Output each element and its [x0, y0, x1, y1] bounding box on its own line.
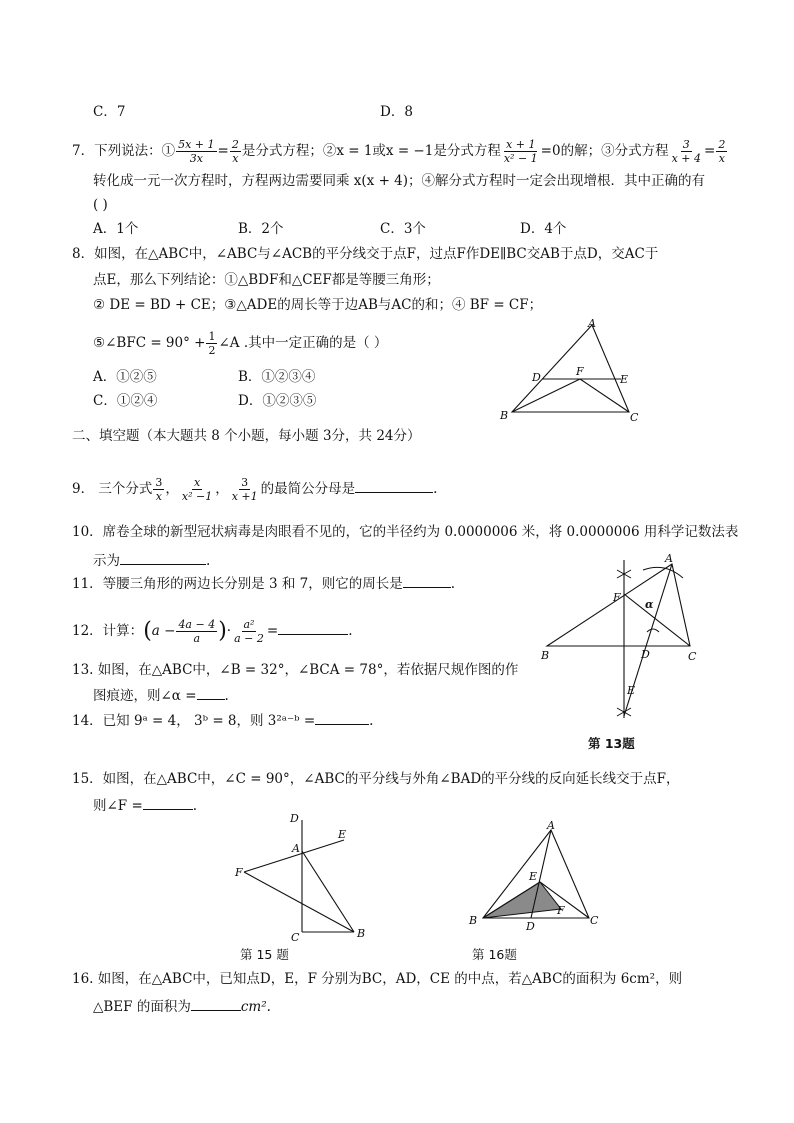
- q8-option-b: B．①②③④: [238, 369, 316, 385]
- label-c: C: [688, 650, 697, 663]
- q15-figure: [232, 808, 377, 942]
- label-c: C: [590, 914, 599, 927]
- label-alpha: α: [645, 598, 654, 611]
- q7-option-b: B．2个: [238, 221, 284, 237]
- answer-blank[interactable]: [278, 620, 348, 635]
- fraction: $\frac{4a - 4}{a}$: [178, 618, 216, 645]
- q8-figure: [494, 315, 644, 425]
- label-f: F: [576, 365, 584, 378]
- answer-blank[interactable]: [191, 996, 241, 1011]
- answer-blank[interactable]: [197, 685, 225, 700]
- q15-line2: 则∠F = .: [93, 795, 197, 815]
- label-f: F: [557, 904, 565, 917]
- fraction: $\frac{\text{a²}}{a - 2}$: [234, 618, 264, 645]
- q6-option-c: C．7: [93, 104, 126, 120]
- fraction: $\frac{x + 1}{\text{x² − 1}}$: [503, 138, 538, 165]
- q8-option-d: D．①②③⑤: [238, 393, 317, 409]
- label-d: D: [641, 648, 650, 661]
- q8-line3: ② DE = BD + CE；③△ADE的周长等于边AB与AC的和；④ BF = CF；: [93, 297, 543, 313]
- label-d: D: [532, 371, 541, 384]
- answer-blank[interactable]: [315, 710, 369, 725]
- q7-option-c: C．3个: [380, 221, 426, 237]
- answer-blank[interactable]: [403, 573, 451, 588]
- q13-line1: 13. 如图，在△ABC中，∠B = 32°，∠BCA = 78°，若依据尺规作图的作: [72, 662, 519, 678]
- q8-line1: 8．如图，在△ABC中，∠ABC与∠ACB的平分线交于点F，过点F作DE∥BC交AB于点D，交AC于: [72, 246, 659, 262]
- label-a: A: [547, 820, 555, 832]
- q16-figure: [465, 820, 605, 938]
- q7-option-a: A．1个: [93, 221, 139, 237]
- label-b: B: [357, 927, 366, 940]
- label-b: B: [500, 409, 509, 422]
- q15-line1: 15．如图，在△ABC中，∠C = 90°，∠ABC的平分线与外角∠BAD的平分线的反向延长线交于点F，: [72, 771, 680, 787]
- label-e: E: [338, 828, 347, 841]
- q8-line4: ⑤∠BFC = 90° + $\frac{1}{2}$ ∠A .其中一定正确的是（ ）: [93, 330, 388, 357]
- q6-option-d: D．8: [380, 104, 413, 120]
- q13-caption: 第 13题: [588, 736, 635, 751]
- q16-caption: 第 16题: [472, 947, 517, 962]
- q10-line2: 示为 .: [93, 550, 210, 570]
- q8-line2: 点E，那么下列结论：①△BDF和△CEF都是等腰三角形；: [93, 272, 440, 288]
- q8-option-c: C．①②④: [93, 393, 158, 409]
- label-a: A: [588, 317, 596, 330]
- label-f: F: [613, 591, 621, 604]
- label-c: C: [291, 931, 300, 942]
- q11: 11．等腰三角形的两边长分别是 3 和 7，则它的周长是 .: [72, 573, 455, 593]
- q7-line1: 7．下列说法：① $\frac{5x + 1}{3x}$ = $\frac{2}{x}$ 是分式方程；②x = 1或x = −1是分式方程 $\frac{x + 1}{\text{x² − 1}}$ =0的解；③分式方程 $\frac{3}{x + 4}$ = $\frac{2}{x}$: [72, 138, 726, 165]
- fraction: $\frac{5x + 1}{3x}$: [178, 138, 215, 165]
- label-e: E: [529, 870, 538, 883]
- q7-paren: ( ): [93, 197, 108, 213]
- fraction: $\frac{3}{x +1}$: [231, 476, 258, 503]
- q13-line2: 图痕迹，则∠α = .: [93, 685, 229, 705]
- fraction: $\frac{x}{\text{x² −1}}$: [181, 476, 213, 503]
- fraction: $\frac{3}{x}$: [155, 476, 163, 503]
- label-d: D: [290, 812, 299, 825]
- fraction: $\frac{3}{x + 4}$: [671, 138, 701, 165]
- label-c: C: [630, 411, 639, 424]
- answer-blank[interactable]: [355, 478, 433, 493]
- fraction: $\frac{2}{x}$: [718, 138, 726, 165]
- label-f: F: [235, 866, 243, 879]
- q14: 14．已知 9ᵃ = 4， 3ᵇ = 8，则 3²ᵃ⁻ᵇ = .: [72, 710, 373, 730]
- q8-option-a: A．①②⑤: [93, 369, 157, 385]
- fraction: $\frac{2}{x}$: [231, 138, 239, 165]
- label-b: B: [541, 649, 550, 662]
- label-d: D: [526, 920, 535, 933]
- answer-blank[interactable]: [143, 795, 193, 810]
- q13-figure: [535, 548, 710, 728]
- q15-caption: 第 15 题: [240, 947, 289, 962]
- fraction: $\frac{1}{2}$: [208, 330, 216, 357]
- answer-blank[interactable]: [120, 550, 206, 565]
- label-e: E: [620, 373, 629, 386]
- q10-line1: 10．席卷全球的新型冠状病毒是肉眼看不见的，它的半径约为 0.0000006 米，将 0.0000006 用科学记数法表: [72, 524, 739, 540]
- label-a: A: [665, 552, 673, 565]
- section-2-heading: 二、填空题（本大题共 8 个小题，每小题 3分，共 24分）: [72, 428, 421, 444]
- q7-line2: 转化成一元一次方程时，方程两边需要同乘 x(x + 4)；④解分式方程时一定会出现增根．其中正确的有: [93, 173, 706, 189]
- q9: 9． 三个分式 $\frac{3}{x}$ ， $\frac{x}{\text{x² −1}}$ ， $\frac{3}{x +1}$ 的最简公分母是 .: [72, 476, 438, 503]
- q16-line2: △BEF 的面积为 cm².: [93, 996, 271, 1016]
- label-b: B: [469, 914, 478, 927]
- label-e: E: [627, 684, 636, 697]
- label-a: A: [292, 842, 300, 855]
- q16-line1: 16. 如图，在△ABC中，已知点D，E，F 分别为BC，AD，CE 的中点，若△ABC的面积为 6cm²，则: [72, 971, 683, 987]
- q7-option-d: D．4个: [520, 221, 567, 237]
- q12: 12．计算：(a − $\frac{4a - 4}{a}$ )· $\frac{\text{a²}}{a - 2}$ = .: [72, 618, 353, 645]
